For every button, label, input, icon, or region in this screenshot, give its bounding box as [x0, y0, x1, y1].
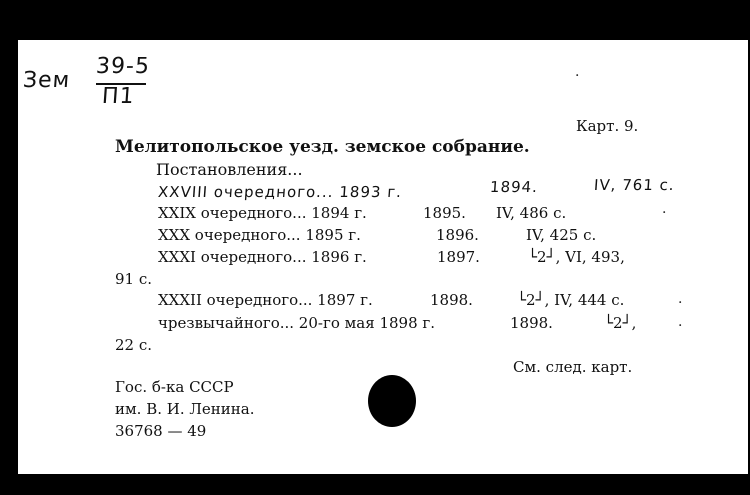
entry-ref: └2┘, VI, 493,: [528, 248, 625, 266]
punch-hole: [368, 375, 416, 427]
library-stamp-line2: им. В. И. Ленина.: [115, 400, 255, 418]
speck: ·: [678, 295, 683, 311]
record-title: Мелитопольское уезд. земское собрание.: [115, 137, 530, 157]
entry-text: XXXI очередного... 1896 г.: [158, 248, 367, 266]
entry-continuation: 22 с.: [115, 336, 153, 354]
speck: ·: [678, 318, 683, 334]
entry-ref: └2┘,: [604, 314, 637, 332]
library-stamp-line1: Гос. б-ка СССР: [115, 378, 234, 396]
card-number: Карт. 9.: [576, 117, 639, 135]
shelfmark-denominator: П1: [101, 84, 136, 109]
entry-year: 1897.: [437, 248, 480, 266]
entry-year: 1898.: [430, 291, 473, 309]
catalog-card: [18, 40, 748, 474]
entry-text: XXXII очередного... 1897 г.: [158, 291, 373, 309]
entry-text: XXX очередного... 1895 г.: [158, 226, 361, 244]
entry-ref: └2┘, IV, 444 с.: [517, 291, 625, 309]
speck: ·: [662, 205, 667, 221]
entry-year: 1895.: [423, 204, 466, 222]
handwritten-entry-ref: IV, 761 с.: [593, 176, 676, 194]
entry-text: чрезвычайного... 20-го мая 1898 г.: [158, 314, 436, 332]
entry-year: 1898.: [510, 314, 553, 332]
entry-ref: IV, 486 с.: [496, 204, 567, 222]
speck: ·: [575, 68, 580, 84]
entry-ref: IV, 425 с.: [526, 226, 597, 244]
shelfmark-numerator: 39-5: [95, 54, 151, 79]
record-subtitle: Постановления...: [156, 160, 303, 179]
library-stamp-line3: 36768 — 49: [115, 422, 207, 440]
entry-year: 1896.: [436, 226, 479, 244]
shelfmark-prefix: Зем: [22, 68, 72, 93]
see-next-card: См. след. карт.: [513, 358, 633, 376]
entry-continuation: 91 с.: [115, 270, 153, 288]
handwritten-entry-year: 1894.: [489, 178, 539, 196]
entry-text: XXIX очередного... 1894 г.: [158, 204, 367, 222]
handwritten-entry-text: XXVIII очередного... 1893 г.: [157, 183, 403, 201]
